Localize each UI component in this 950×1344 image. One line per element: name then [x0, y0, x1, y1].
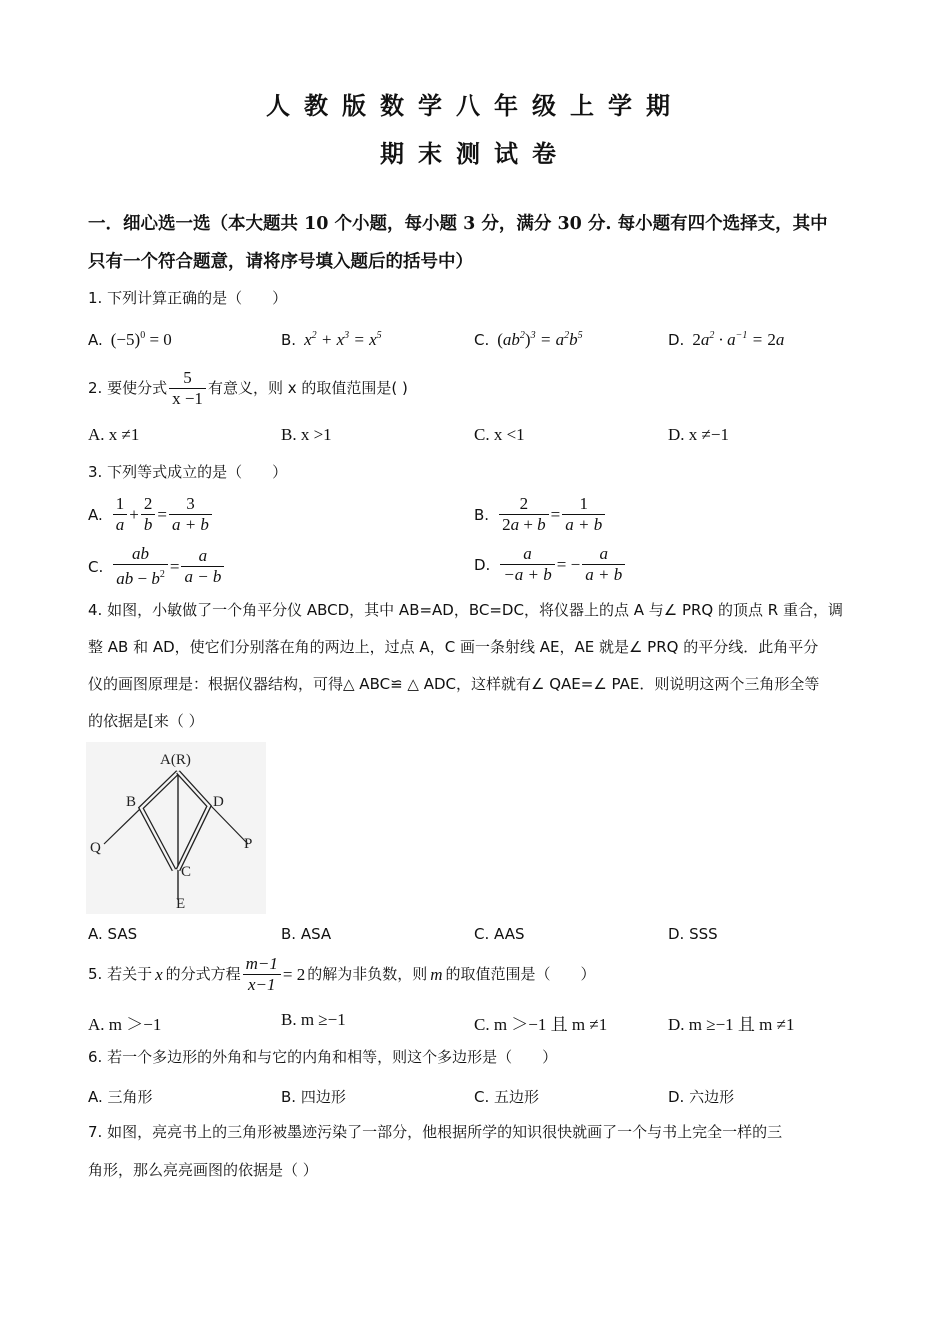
q3a-frac-2: $\frac{2}{b}$ [141, 494, 156, 535]
q5-mid1: 的分式方程 [165, 965, 241, 983]
q7-line-2: 角形，那么亮亮画图的依据是（ ） [88, 1161, 318, 1179]
q4-label-d: D [213, 794, 224, 810]
q2-suffix: 有意义，则 x 的取值范围是( ) [207, 379, 408, 397]
q3b-frac-2: $\frac{1}{a + b}$ [562, 494, 605, 535]
q3-option-c: C. $\frac{ab}{ab - b^2}$ = $\frac{a}{a - b}$ [88, 544, 226, 589]
q5-option-b: B. m ≥−1 [281, 1010, 346, 1029]
q5-stem [88, 954, 878, 995]
q5-eq: = 2 [282, 965, 306, 984]
q4-label-e: E [176, 896, 186, 912]
q3d-frac-1: $\frac{a}{-a + b}$ [500, 544, 554, 585]
q5-prefix: 5. 若关于 [88, 965, 153, 983]
q3c-frac-2: $\frac{a}{a - b}$ [181, 546, 224, 587]
q1-option-b [281, 330, 382, 350]
q3-option-d-label: D. [474, 555, 491, 574]
q5-option-c: C. m ＞−1 且 m ≠1 [474, 1015, 608, 1034]
q5-suffix: 的取值范围是（ ） [445, 965, 596, 983]
q5-option-a: A. m ＞−1 [88, 1015, 162, 1034]
q3-option-c-label: C. [88, 557, 104, 576]
q5-var-m: m [430, 965, 443, 984]
title-line-2: 期末测试卷 [380, 139, 570, 168]
section-heading-line-1: 一．细心选一选（本大题共 10 个小题，每小题 3 分，满分 30 分. 每小题有四个选择支，其中 [88, 214, 828, 234]
q1-option-c-label: C. [474, 331, 490, 349]
q1-stem: 1. 下列计算正确的是（ ） [88, 289, 288, 307]
q3c-frac-1: $\frac{ab}{ab - b^2}$ [113, 544, 168, 589]
q3-option-a: A. $\frac{1}{a}$ + $\frac{2}{b}$ = $\frac{3}{a + b}$ [88, 494, 214, 535]
q4-option-a: A. SAS [88, 925, 138, 943]
q6-option-a: A. 三角形 [88, 1088, 153, 1106]
q4-figure [86, 742, 266, 914]
q4-option-d: D. SSS [668, 925, 718, 943]
q6-option-d: D. 六边形 [668, 1088, 735, 1106]
q1-option-a [88, 330, 172, 350]
q5-var-x: x [155, 965, 163, 984]
q4-option-c: C. AAS [474, 925, 525, 943]
q2-option-c: C. x <1 [474, 425, 525, 444]
q7-line-1: 7. 如图，亮亮书上的三角形被墨迹污染了一部分，他根据所学的知识很快就画了一个与书上完全一样的三 [88, 1123, 783, 1141]
q3a-frac-1: $\frac{1}{a}$ [113, 494, 128, 535]
q4-line-3: 仪的画图原理是：根据仪器结构，可得△ ABC≌ △ ADC，这样就有∠ QAE=∠ PAE．则说明这两个三角形全等 [88, 675, 820, 693]
q2-option-d: D. x ≠−1 [668, 425, 729, 444]
q1-option-d-label: D. [668, 331, 685, 349]
q5-mid2: 的解为非负数，则 [307, 965, 428, 983]
q3-option-b: B. $\frac{2}{2a + b}$ = $\frac{1}{a + b}$ [474, 494, 607, 535]
q3d-frac-2: $\frac{a}{a + b}$ [582, 544, 625, 585]
q3b-frac-1: $\frac{2}{2a + b}$ [499, 494, 549, 535]
q4-label-p: P [244, 836, 253, 852]
q3-stem: 3. 下列等式成立的是（ ） [88, 463, 288, 481]
q4-line-2: 整 AB 和 AD，使它们分别落在角的两边上，过点 A，C 画一条射线 AE，AE 就是∠ PRQ 的平分线．此角平分 [88, 638, 819, 656]
q2-option-b: B. x >1 [281, 425, 332, 444]
q3-option-a-label: A. [88, 505, 103, 524]
q6-stem: 6. 若一个多边形的外角和与它的内角和相等，则这个多边形是（ ） [88, 1048, 558, 1066]
q1-option-a-label: A. [88, 331, 103, 349]
q4-label-c: C [181, 864, 192, 880]
q1-option-c [474, 330, 583, 350]
q2-frac-denominator: x −1 [172, 389, 203, 408]
q3a-frac-3: $\frac{3}{a + b}$ [169, 494, 212, 535]
q4-line-4: 的依据是[来（ ） [88, 712, 204, 730]
q4-label-b: B [126, 794, 137, 810]
q4-option-b: B. ASA [281, 925, 332, 943]
q1-option-d-expr: $2a^2 \cdot a^{-1} = 2a$ [692, 330, 785, 349]
q4-line-1: 4. 如图，小敏做了一个角平分仪 ABCD，其中 AB=AD，BC=DC，将仪器上的点 A 与∠ PRQ 的顶点 R 重合，调 [88, 601, 843, 619]
q5-frac-numerator: m−1 [243, 954, 281, 975]
q1-option-c-expr: $(ab^2)^3 = a^2b^5$ [497, 330, 583, 349]
q4-label-a: A(R) [160, 752, 191, 768]
q3-option-b-label: B. [474, 505, 490, 524]
q5-frac-denominator: x−1 [248, 975, 276, 994]
q1-option-d [668, 330, 784, 350]
section-heading-line-2: 只有一个符合题意，请将序号填入题后的括号中） [88, 252, 473, 272]
q1-option-b-label: B. [281, 331, 297, 349]
q2-prefix: 2. 要使分式 [88, 379, 168, 397]
title-line-1: 人教版数学八年级上学期 [266, 91, 684, 120]
q3-option-d: D. $\frac{a}{-a + b}$ = − $\frac{a}{a + b}$ [474, 544, 627, 585]
q1-option-b-expr: $x^2 + x^3 = x^5$ [304, 330, 382, 349]
q1-option-a-expr: $(-5)^0 = 0$ [110, 330, 172, 349]
q4-label-q: Q [90, 840, 101, 856]
q6-option-b: B. 四边形 [281, 1088, 346, 1106]
q2-frac-numerator: 5 [169, 368, 206, 389]
q2-fraction [169, 368, 206, 409]
q2-option-a: A. x ≠1 [88, 425, 140, 444]
q5-option-d: D. m ≥−1 且 m ≠1 [668, 1015, 795, 1034]
q2-stem [88, 368, 878, 409]
q6-option-c: C. 五边形 [474, 1088, 540, 1106]
q5-fraction [243, 954, 281, 995]
